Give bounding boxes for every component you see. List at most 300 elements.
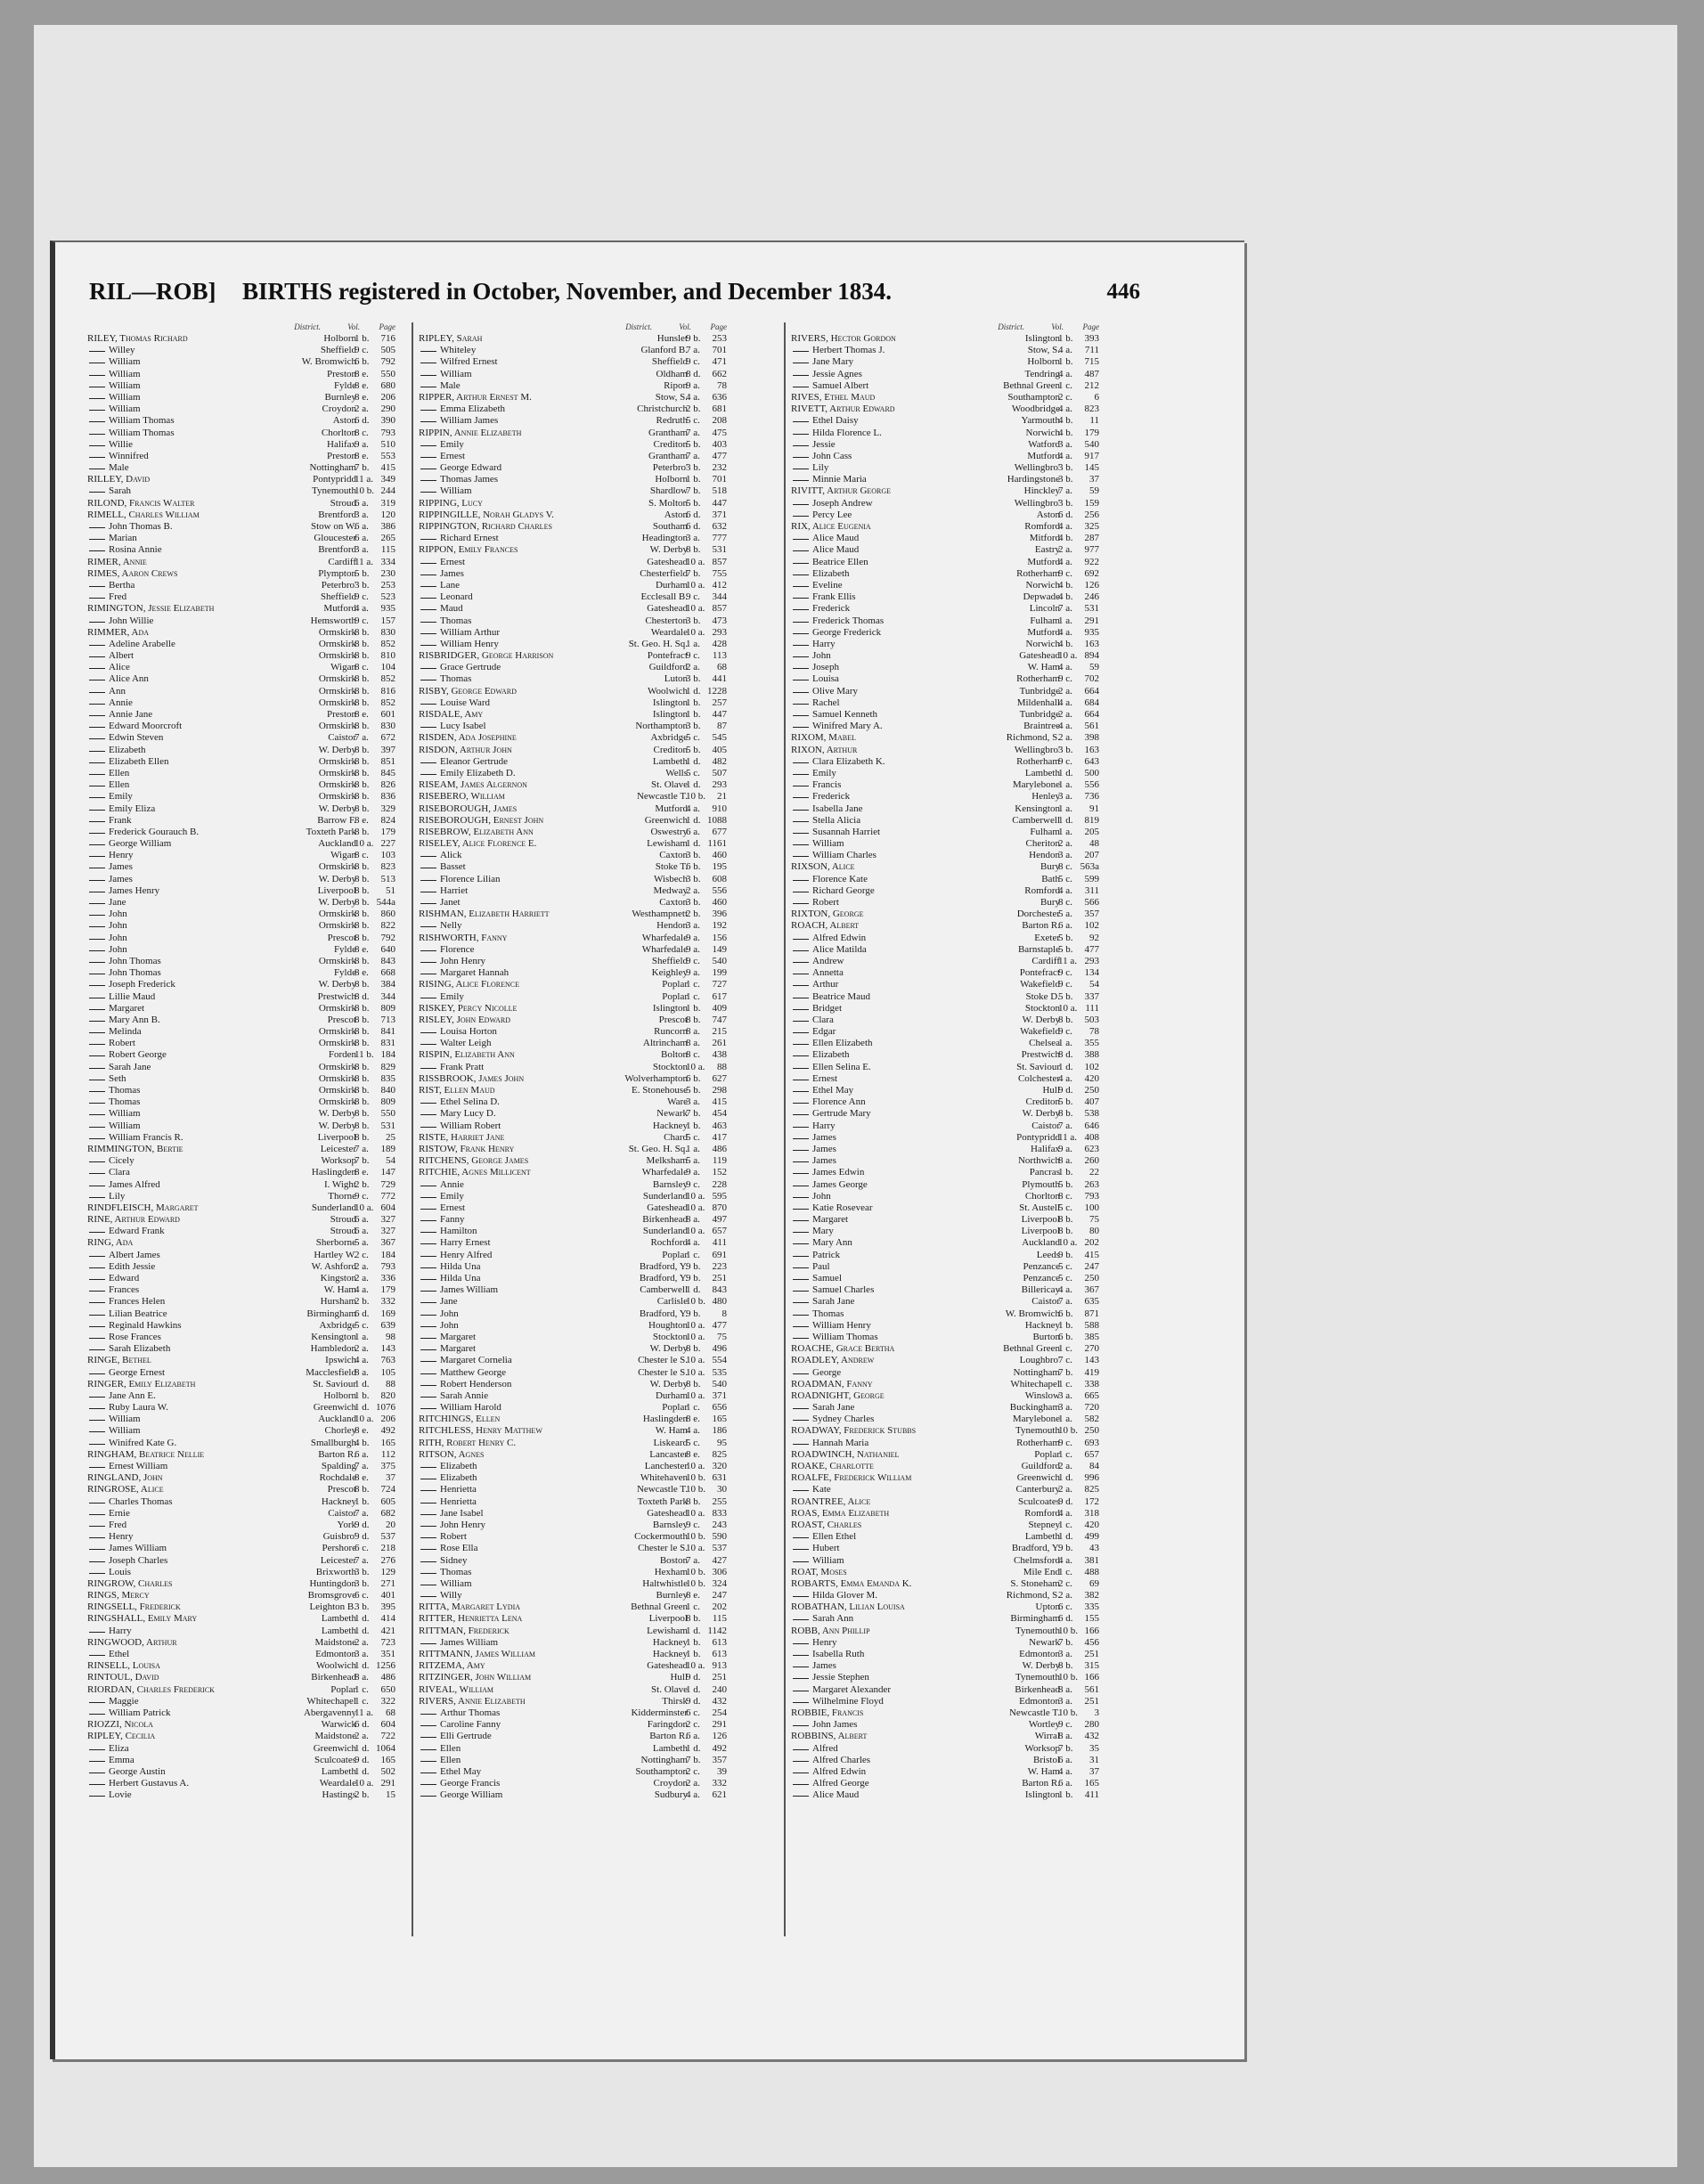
index-entry (791, 1789, 1099, 1801)
entry-volume: 8 b. (686, 1378, 701, 1389)
entry-page: 111 (1085, 1002, 1099, 1014)
entry-district: Woolwich (590, 686, 688, 697)
index-entry (87, 979, 395, 990)
entry-district: W. Derby (962, 1108, 1060, 1120)
index-entry (419, 521, 727, 533)
entry-name: Elizabeth (419, 1461, 631, 1472)
entry-district: W. Derby (258, 979, 356, 990)
entry-name: ROACH, Albert (791, 920, 860, 932)
entry-name: Robert George (87, 1049, 299, 1061)
entry-district: Newark (962, 1637, 1060, 1649)
entry-page: 179 (380, 1284, 395, 1296)
entry-page: 537 (380, 1531, 395, 1543)
entry-volume: 1 d. (355, 1613, 370, 1625)
entry-name: George Ernest (87, 1367, 299, 1379)
entry-district: Luton (590, 673, 688, 685)
entry-page: 977 (1084, 544, 1099, 556)
index-entry (87, 1085, 395, 1096)
index-entry (419, 1543, 727, 1554)
entry-page: 531 (1084, 603, 1099, 615)
index-entry (791, 474, 1099, 485)
entry-name: Edith Jessie (87, 1261, 299, 1273)
entry-name: Margaret (419, 1343, 631, 1355)
entry-name: Bertha (87, 580, 299, 591)
entry-name: William Thomas (791, 1332, 1003, 1343)
entry-volume: 7 a. (1058, 603, 1072, 615)
index-entry (791, 462, 1099, 474)
entry-page: 344 (712, 591, 727, 603)
column-header-district: District. (625, 322, 652, 331)
entry-volume: 1 d. (355, 1378, 370, 1389)
entry-volume: 2 c. (686, 1765, 700, 1777)
entry-volume: 2 b. (355, 1789, 370, 1801)
index-entry (419, 485, 727, 497)
index-entry (791, 603, 1099, 615)
index-entry (87, 1155, 395, 1167)
entry-volume: 5 b. (1058, 990, 1073, 1002)
index-entry (791, 979, 1099, 990)
entry-name: Adeline Arabelle (87, 639, 299, 650)
entry-page: 21 (717, 791, 727, 803)
entry-name: Ellen (419, 1755, 631, 1766)
entry-name: RILEY, Thomas Richard (87, 333, 188, 344)
entry-volume: 1 d. (1058, 767, 1073, 778)
entry-district: W. Derby (258, 897, 356, 909)
entry-district: Holborn (258, 1390, 356, 1402)
index-entry (419, 627, 727, 639)
entry-page: 540 (712, 955, 727, 966)
entry-volume: 2 a. (355, 1343, 369, 1355)
entry-district: Haslingden (590, 1414, 688, 1425)
entry-volume: 8 b. (355, 1484, 370, 1495)
index-entry (87, 709, 395, 721)
index-entry (791, 1308, 1099, 1320)
entry-name: Alice (87, 662, 299, 673)
entry-district: Stockton (590, 1062, 688, 1073)
entry-volume: 1 a. (1058, 1414, 1072, 1425)
entry-page: 102 (1084, 1061, 1099, 1072)
index-entry (791, 1226, 1099, 1237)
index-entry (87, 1438, 395, 1449)
index-entry (87, 1273, 395, 1284)
entry-name: Sarah Ann (791, 1613, 1003, 1625)
entry-page: 566 (1084, 897, 1099, 908)
entry-name: RISTE, Harriet Jane (419, 1131, 505, 1143)
entry-page: 143 (1084, 1355, 1099, 1366)
index-entry (419, 1731, 727, 1742)
entry-name: Margaret (419, 1332, 631, 1343)
index-entry (87, 779, 395, 791)
entry-volume: 8 e. (686, 1414, 700, 1425)
entry-volume: 4 b. (355, 1437, 370, 1448)
entry-page: 835 (380, 1072, 395, 1084)
entry-district: Tunbridge (962, 686, 1060, 697)
entry-volume: 6 c. (355, 1590, 369, 1601)
entry-name: RITH, Robert Henry C. (419, 1437, 517, 1448)
entry-volume: 8 e. (355, 391, 369, 403)
index-entry (419, 1684, 727, 1696)
entry-district: Bristol (962, 1755, 1060, 1766)
entry-district: W. Derby (962, 1660, 1060, 1672)
entry-name: Thomas (87, 1085, 299, 1096)
entry-page: 68 (386, 1707, 395, 1718)
index-entry (791, 1402, 1099, 1414)
entry-district: W. Ham (962, 662, 1060, 673)
index-entry (419, 745, 727, 756)
entry-district: Wakefield (962, 1026, 1060, 1038)
index-entry (87, 1707, 395, 1719)
entry-district: Caistor (258, 732, 356, 744)
entry-page: 554 (712, 1355, 727, 1366)
entry-name: John Henry (419, 1520, 631, 1531)
entry-page: 701 (712, 474, 727, 485)
index-entry (87, 1508, 395, 1520)
entry-district: Liverpool (962, 1214, 1060, 1226)
entry-district: Ormskirk (258, 1096, 356, 1108)
index-entry (87, 1214, 395, 1226)
entry-name: John (87, 933, 299, 944)
entry-name: William Harold (419, 1402, 631, 1414)
index-entry (791, 333, 1099, 345)
entry-volume: 1 a. (355, 1331, 369, 1342)
index-entry (87, 1555, 395, 1567)
entry-page: 599 (1084, 873, 1099, 884)
entry-page: 823 (1084, 403, 1099, 415)
entry-name: Isabella Ruth (791, 1649, 1003, 1660)
index-entry (419, 967, 727, 979)
entry-volume: 10 a. (355, 1778, 374, 1789)
entry-district: Hackney (590, 1121, 688, 1132)
index-column-3 (791, 322, 1099, 1801)
entry-volume: 8 b. (355, 979, 370, 990)
entry-district: Preston (258, 451, 356, 462)
entry-district: Stow, S. (590, 392, 688, 403)
entry-district: Wolverhampton (590, 1073, 688, 1085)
entry-page: 492 (380, 1425, 395, 1437)
entry-name: Jessie Agnes (791, 369, 1003, 380)
entry-page: 477 (1084, 943, 1099, 955)
entry-volume: 7 a. (686, 1554, 700, 1566)
entry-page: 415 (380, 462, 395, 474)
entry-page: 852 (380, 673, 395, 685)
entry-volume: 9 c. (355, 1190, 369, 1202)
entry-page: 75 (1089, 1214, 1099, 1226)
entry-district: W. Derby (258, 745, 356, 756)
index-entry (791, 1367, 1099, 1379)
entry-volume: 8 c. (1058, 1190, 1072, 1202)
entry-page: 115 (380, 544, 395, 556)
entry-name: Joseph Charles (87, 1555, 299, 1567)
entry-district: Hursham (258, 1296, 356, 1308)
entry-district: S. Molton (590, 498, 688, 509)
entry-district: Watford (962, 439, 1060, 451)
entry-volume: 8 c. (1058, 861, 1072, 873)
index-entry (791, 1578, 1099, 1590)
entry-page: 37 (1089, 474, 1099, 485)
entry-page: 601 (380, 709, 395, 720)
entry-name: James William (419, 1284, 631, 1296)
entry-page: 381 (1084, 1554, 1099, 1566)
entry-name: Lucy Isabel (419, 721, 631, 732)
entry-page: 860 (380, 909, 395, 920)
entry-name: William (87, 369, 299, 380)
index-entry (87, 498, 395, 509)
entry-page: 826 (380, 779, 395, 791)
entry-page: 189 (380, 1143, 395, 1154)
entry-volume: 8 b. (355, 1014, 370, 1025)
entry-volume: 8 b. (686, 1014, 701, 1025)
entry-district: Ormskirk (258, 1085, 356, 1096)
entry-volume: 1 b. (686, 1002, 701, 1014)
entry-page: 357 (712, 1754, 727, 1765)
entry-volume: 1 d. (355, 1660, 370, 1672)
entry-page: 680 (380, 379, 395, 391)
index-entry (87, 1073, 395, 1085)
entry-district: Glanford B. (590, 345, 688, 356)
entry-district: Auckland (258, 1414, 356, 1425)
entry-volume: 10 a. (686, 1202, 705, 1213)
entry-district: Buckingham (962, 1402, 1060, 1414)
index-entry (791, 1461, 1099, 1472)
entry-volume: 2 a. (355, 1636, 369, 1648)
entry-district: Greenwich (590, 815, 688, 827)
entry-volume: 8 b. (1058, 1226, 1073, 1237)
entry-page: 829 (380, 1061, 395, 1072)
index-entry (791, 861, 1099, 873)
entry-name: Harry (87, 1626, 299, 1637)
index-entry (87, 1332, 395, 1343)
entry-district: Worksop (258, 1155, 356, 1167)
entry-page: 206 (380, 391, 395, 403)
index-entry (87, 1096, 395, 1108)
entry-name: Elizabeth (791, 1049, 1003, 1061)
entry-page: 3 (1094, 1707, 1099, 1718)
entry-volume: 4 b. (1058, 591, 1073, 603)
entry-page: 646 (1084, 1120, 1099, 1131)
entry-name: RISELEY, Alice Florence E. (419, 838, 537, 850)
entry-district: Mutford (590, 803, 688, 815)
index-entry (87, 1284, 395, 1296)
entry-volume: 6 a. (355, 1448, 369, 1460)
entry-page: 432 (1084, 1731, 1099, 1742)
index-entry (791, 1755, 1099, 1766)
entry-page: 265 (380, 533, 395, 544)
column-header (791, 322, 1099, 333)
entry-volume: 9 c. (355, 591, 369, 603)
entry-page: 243 (712, 1519, 727, 1530)
entry-district: Chorley (258, 1425, 356, 1437)
entry-volume: 8 b. (355, 1085, 370, 1096)
entry-volume: 10 b. (686, 791, 705, 803)
index-entry (87, 1484, 395, 1495)
entry-page: 357 (1084, 909, 1099, 920)
entry-volume: 2 a. (355, 403, 369, 415)
index-entry (791, 991, 1099, 1003)
entry-page: 147 (380, 1167, 395, 1178)
entry-name: RIPPER, Arthur Ernest M. (419, 391, 532, 403)
index-entry (419, 979, 727, 990)
entry-volume: 10 a. (1058, 1002, 1078, 1014)
entry-name: Alfred Charles (791, 1755, 1003, 1766)
entry-page: 553 (380, 450, 395, 461)
entry-volume: 4 a. (1058, 1765, 1072, 1777)
entry-page: 184 (380, 1249, 395, 1260)
entry-district: Sheffield (590, 356, 688, 368)
index-entry (791, 1003, 1099, 1015)
entry-volume: 3 b. (686, 673, 701, 685)
entry-page: 31 (1089, 1754, 1099, 1765)
entry-page: 95 (717, 1437, 727, 1448)
entry-district: Loughbro' (962, 1355, 1060, 1366)
entry-district: Exeter (962, 933, 1060, 944)
entry-name: Olive Mary (791, 686, 1003, 697)
entry-volume: 10 a. (355, 1414, 374, 1425)
entry-name: Albert (87, 650, 299, 662)
index-entry (419, 1743, 727, 1755)
entry-volume: 8 e. (355, 943, 369, 955)
entry-page: 320 (712, 1461, 727, 1471)
entry-volume: 1 c. (686, 990, 700, 1002)
entry-name: Frances Helen (87, 1296, 299, 1308)
entry-page: 411 (1084, 1789, 1099, 1801)
entry-district: Barton R. (590, 1731, 688, 1742)
entry-volume: 8 a. (1058, 1683, 1072, 1695)
entry-name: RINGWOOD, Arthur (87, 1636, 177, 1648)
entry-district: Ormskirk (258, 673, 356, 685)
entry-district: W. Derby (590, 1379, 688, 1390)
entry-page: 531 (712, 544, 727, 556)
index-entry (791, 627, 1099, 639)
index-entry (791, 639, 1099, 650)
entry-district: Mutford (962, 451, 1060, 462)
entry-district: Rotherham (962, 1438, 1060, 1449)
entry-name: William (791, 838, 1003, 850)
entry-page: 232 (712, 462, 727, 474)
index-entry (791, 1250, 1099, 1261)
entry-page: 1076 (376, 1402, 395, 1414)
entry-name: Annie Jane (87, 709, 299, 721)
entry-volume: 3 b. (1058, 744, 1073, 755)
entry-name: Grace Gertrude (419, 662, 631, 673)
entry-name: Clara (87, 1167, 299, 1178)
entry-volume: 7 a. (1058, 1296, 1072, 1308)
entry-page: 179 (1084, 427, 1099, 438)
entry-district: Ripon (590, 380, 688, 392)
index-entry (87, 1789, 395, 1801)
entry-name: RIVES, Ethel Maud (791, 391, 876, 403)
index-entry (87, 380, 395, 392)
entry-page: 852 (380, 638, 395, 649)
entry-volume: 6 d. (355, 415, 370, 427)
index-entry (87, 1308, 395, 1320)
entry-page: 623 (1084, 1143, 1099, 1154)
entry-volume: 9 c. (686, 1519, 700, 1530)
entry-name: Reginald Hawkins (87, 1320, 299, 1332)
entry-volume: 10 b. (686, 1566, 705, 1577)
entry-volume: 9 a. (355, 438, 369, 450)
entry-volume: 6 a. (355, 497, 369, 509)
entry-page: 165 (380, 1437, 395, 1448)
entry-page: 460 (712, 897, 727, 908)
entry-page: 88 (386, 1378, 395, 1389)
entry-volume: 3 a. (686, 533, 700, 544)
entry-name: RINDFLEISCH, Margaret (87, 1202, 199, 1213)
entry-volume: 1 b. (1058, 1167, 1073, 1178)
index-entry (791, 1379, 1099, 1390)
entry-page: 291 (712, 1719, 727, 1731)
index-entry (419, 850, 727, 861)
entry-volume: 3 b. (686, 462, 701, 474)
entry-name: James (791, 1132, 1003, 1144)
entry-name: RITZEMA, Amy (419, 1660, 485, 1672)
entry-district: Gateshead (590, 557, 688, 568)
entry-page: 291 (1084, 615, 1099, 626)
index-entry (791, 451, 1099, 462)
entry-district: Lambeth (258, 1613, 356, 1625)
index-entry (419, 451, 727, 462)
entry-volume: 6 a. (355, 533, 369, 544)
index-entry (791, 838, 1099, 850)
entry-volume: 2 b. (686, 909, 701, 920)
entry-district: Eastry (962, 544, 1060, 556)
entry-page: 617 (712, 990, 727, 1002)
entry-district: Whitehaven (590, 1472, 688, 1484)
index-entry (419, 1367, 727, 1379)
index-entry (419, 1778, 727, 1789)
entry-page: 635 (1084, 1296, 1099, 1308)
entry-name: William Patrick (87, 1707, 299, 1719)
index-entry (791, 1425, 1099, 1437)
entry-page: 165 (380, 1754, 395, 1765)
entry-volume: 8 b. (355, 626, 370, 638)
entry-district: Chesterton (590, 615, 688, 627)
entry-volume: 3 b. (355, 579, 370, 591)
index-entry (419, 803, 727, 815)
column-header-district: District. (998, 322, 1024, 331)
column-header-district: District. (294, 322, 321, 331)
entry-district: Halifax (962, 1144, 1060, 1155)
entry-name: Henry (87, 1531, 299, 1543)
entry-volume: 3 b. (686, 721, 701, 732)
entry-district: Hunslet (590, 333, 688, 345)
entry-district: Pontypridd (258, 474, 356, 485)
index-entry (87, 885, 395, 897)
entry-page: 48 (1089, 838, 1099, 850)
entry-page: 247 (712, 1590, 727, 1601)
entry-name: George Frederick (791, 627, 1003, 639)
entry-page: 78 (1089, 1026, 1099, 1038)
index-entry (87, 1167, 395, 1178)
entry-page: 411 (712, 1237, 727, 1249)
entry-district: Greenwich (962, 1472, 1060, 1484)
index-entry (419, 1049, 727, 1061)
entry-district: Weardale (590, 627, 688, 639)
entry-district: Bradford, Y. (590, 1273, 688, 1284)
entry-page: 627 (712, 1072, 727, 1084)
entry-name: Margaret (87, 1003, 299, 1015)
index-entry (87, 933, 395, 944)
entry-district: Macclesfield (258, 1367, 356, 1379)
entry-volume: 9 d. (686, 1672, 701, 1683)
entry-volume: 2 c. (355, 1249, 369, 1260)
entry-district: Weardale (258, 1778, 356, 1789)
index-entry (419, 768, 727, 779)
entry-page: 613 (712, 1649, 727, 1659)
entry-district: Henley (962, 791, 1060, 803)
entry-volume: 5 c. (686, 1131, 700, 1143)
entry-name: William (87, 1121, 299, 1132)
entry-name: RITCHLESS, Henry Matthew (419, 1425, 542, 1437)
